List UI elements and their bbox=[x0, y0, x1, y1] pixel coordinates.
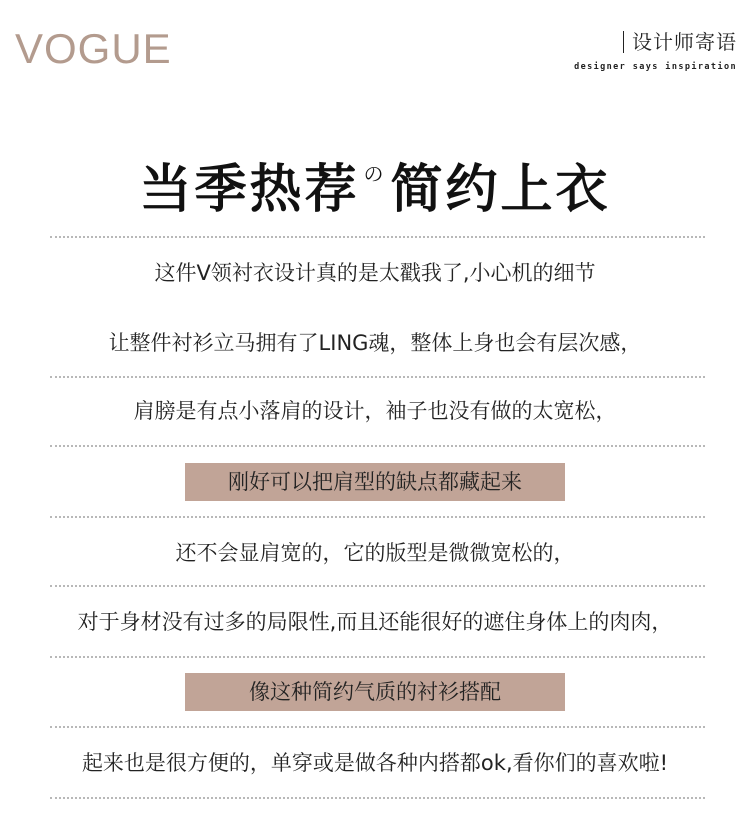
dotted-divider bbox=[50, 726, 705, 728]
dotted-divider bbox=[50, 516, 705, 518]
body-line-5: 对于身材没有过多的局限性,而且还能很好的遮住身体上的肉肉， bbox=[77, 610, 673, 634]
slogan-title: 设计师寄语 bbox=[632, 30, 737, 54]
headline-part2: 简约上衣 bbox=[390, 160, 611, 220]
vogue-logo: VOGUE bbox=[15, 25, 172, 72]
slogan-divider bbox=[623, 31, 624, 53]
dotted-divider bbox=[50, 585, 705, 587]
body-line-2: 让整件衬衫立马拥有了LING魂，整体上身也会有层次感， bbox=[108, 331, 642, 355]
slogan-subtitle: designer says inspiration bbox=[574, 62, 737, 72]
body-line-6: 起来也是很方便的，单穿或是做各种内搭都ok,看你们的喜欢啦! bbox=[81, 751, 669, 775]
highlight-box-2: 像这种简约气质的衬衫搭配 bbox=[185, 673, 565, 711]
headline-connector: の bbox=[363, 162, 387, 186]
body-line-3: 肩膀是有点小落肩的设计，袖子也没有做的太宽松， bbox=[133, 399, 617, 423]
dotted-divider bbox=[50, 797, 705, 799]
dotted-divider bbox=[50, 236, 705, 238]
dotted-divider bbox=[50, 656, 705, 658]
body-line-1: 这件V领衬衣设计真的是太戳我了,小心机的细节 bbox=[154, 261, 596, 285]
designer-slogan bbox=[574, 30, 737, 72]
dotted-divider bbox=[50, 376, 705, 378]
page-headline bbox=[0, 142, 750, 222]
highlight-box-1: 刚好可以把肩型的缺点都藏起来 bbox=[185, 463, 565, 501]
dotted-divider bbox=[50, 445, 705, 447]
headline-part1: 当季热荐 bbox=[139, 160, 360, 220]
body-line-4: 还不会显肩宽的，它的版型是微微宽松的， bbox=[175, 541, 575, 565]
